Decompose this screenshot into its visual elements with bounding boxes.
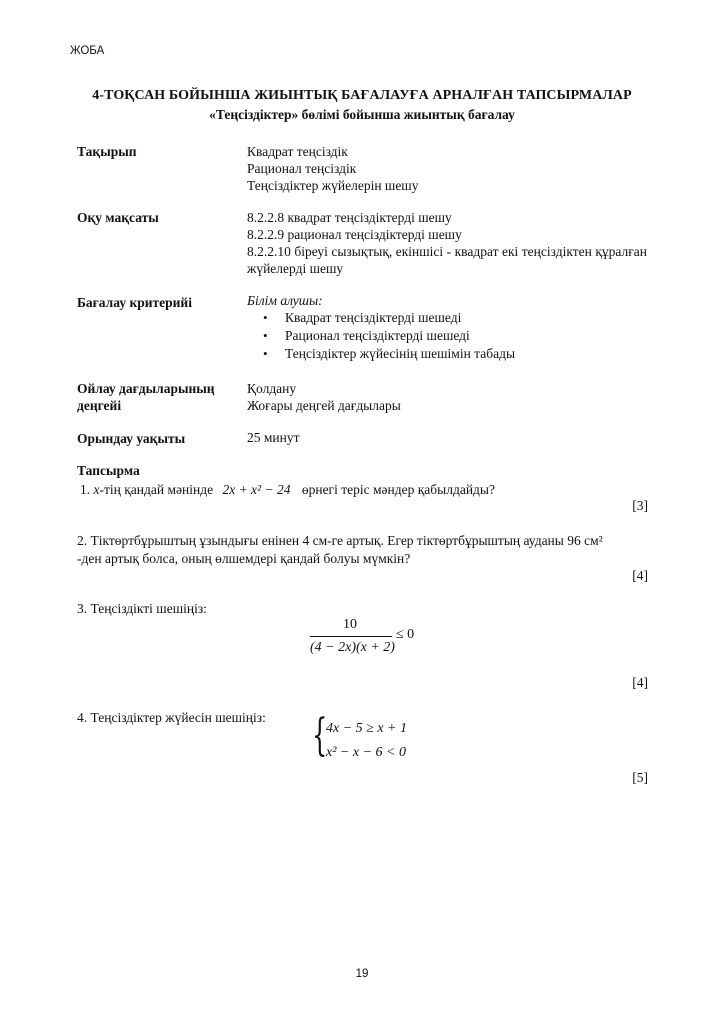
system-equation-2: x² − x − 6 < 0 bbox=[326, 745, 406, 760]
task-1-mark: [3] bbox=[632, 498, 648, 513]
criteria-label: Бағалау критерийі bbox=[77, 295, 192, 310]
thinking-line: Қолдану bbox=[247, 381, 297, 396]
task-4-text: 4. Теңсіздіктер жүйесін шешіңіз: bbox=[77, 710, 266, 725]
topic-values bbox=[247, 143, 647, 194]
fraction-denominator: (4 − 2x)(x + 2) bbox=[310, 640, 395, 655]
thinking-line: Жоғары деңгей дағдылары bbox=[247, 398, 401, 413]
task-2-mark: [4] bbox=[632, 568, 648, 583]
criteria-list bbox=[247, 309, 647, 363]
objectives-values bbox=[247, 209, 647, 277]
document-title: 4-ТОҚСАН БОЙЫНША ЖИЫНТЫҚ БАҒАЛАУҒА АРНАЛҒАН ТАПСЫРМАЛАР bbox=[92, 88, 632, 103]
topic-label: Тақырып bbox=[77, 144, 137, 159]
task-2-line-2: -ден артық болса, оның өлшемдері қандай болуы мүмкін? bbox=[77, 551, 411, 566]
topic-line: Квадрат теңсіздік bbox=[247, 144, 348, 159]
objectives-label: Оқу мақсаты bbox=[77, 210, 159, 225]
tasks-title: Тапсырма bbox=[77, 463, 140, 478]
topic-line: Рационал теңсіздік bbox=[247, 161, 357, 176]
objective-line: 8.2.2.9 рационал теңсіздіктерді шешу bbox=[247, 227, 462, 242]
task-3-mark: [4] bbox=[632, 675, 648, 690]
objective-line: 8.2.2.8 квадрат теңсіздіктерді шешу bbox=[247, 210, 452, 225]
draft-label: ЖОБА bbox=[70, 45, 105, 57]
system-equation-1: 4x − 5 ≥ x + 1 bbox=[326, 721, 408, 736]
document-subtitle: «Теңсіздіктер» бөлімі бойынша жиынтық бағалау bbox=[209, 107, 515, 122]
fraction-relation: ≤ 0 bbox=[396, 627, 415, 642]
fraction-bar bbox=[310, 636, 392, 637]
task-1: 1. x-тің қандай мәнінде 2x + x² − 24 өрнегі теріс мәндер қабылдайды? bbox=[80, 482, 495, 497]
criteria-item: • Теңсіздіктер жүйесінің шешімін табады bbox=[247, 345, 647, 363]
task-4-mark: [5] bbox=[632, 770, 648, 785]
time-label: Орындау уақыты bbox=[77, 431, 186, 446]
criteria-item: • Квадрат теңсіздіктерді шешеді bbox=[247, 309, 647, 327]
fraction-numerator: 10 bbox=[343, 617, 357, 632]
objective-line: 8.2.2.10 біреуі сызықтық, екіншісі - квадрат екі теңсіздіктен құралған жүйелерді шешу bbox=[247, 244, 647, 276]
task-1-expression: 2x + x² − 24 bbox=[222, 482, 291, 497]
criteria-intro: Білім алушы: bbox=[247, 293, 323, 308]
system-brace: { bbox=[312, 710, 328, 761]
topic-line: Теңсіздіктер жүйелерін шешу bbox=[247, 178, 419, 193]
criteria-values bbox=[247, 292, 647, 363]
thinking-values bbox=[247, 380, 647, 414]
criteria-item: • Рационал теңсіздіктерді шешеді bbox=[247, 327, 647, 345]
task-2-line-1: 2. Тіктөртбұрыштың ұзындығы енінен 4 см-ге артық. Егер тіктөртбұрыштың ауданы 96 см² bbox=[77, 533, 603, 548]
task-3-text: 3. Теңсіздікті шешіңіз: bbox=[77, 601, 207, 616]
page-number: 19 bbox=[355, 968, 369, 980]
thinking-label: Ойлау дағдыларының деңгейі bbox=[77, 381, 215, 413]
time-value: 25 минут bbox=[247, 430, 300, 445]
